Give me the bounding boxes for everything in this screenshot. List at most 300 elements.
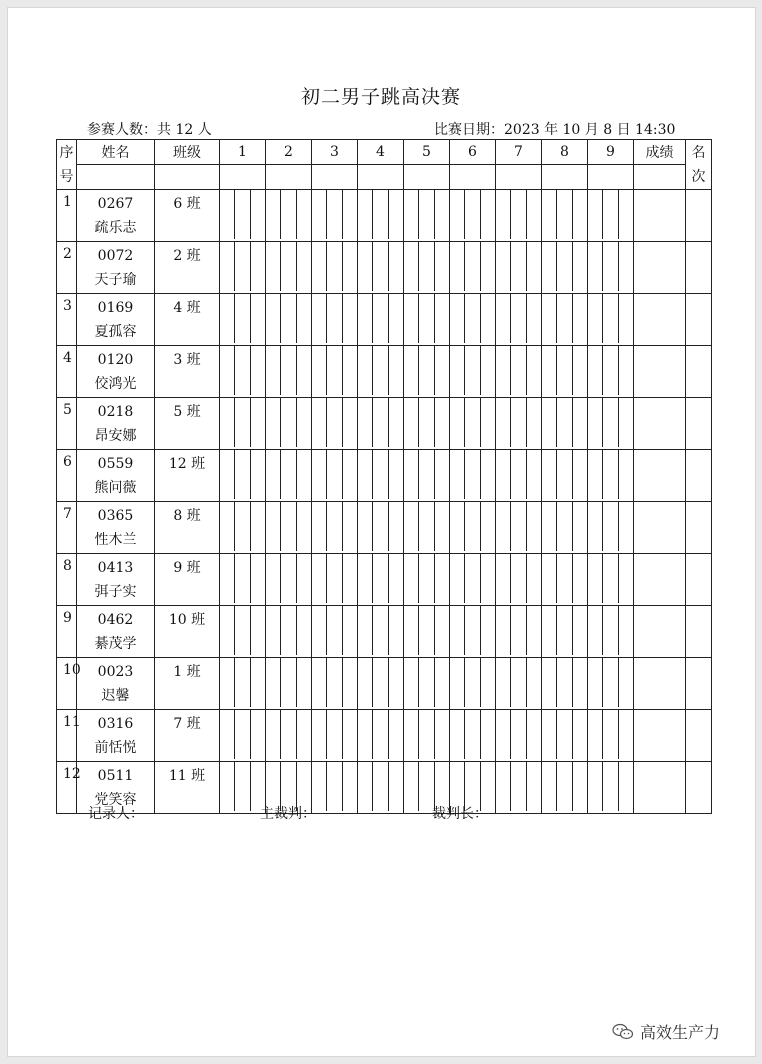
attempt-cell bbox=[588, 658, 634, 710]
trial-box bbox=[404, 398, 419, 447]
trial-box bbox=[450, 242, 465, 291]
trial-box bbox=[496, 450, 511, 499]
trial-box bbox=[389, 398, 403, 447]
header-sub-attempt-3 bbox=[312, 165, 358, 190]
trial-box bbox=[358, 242, 373, 291]
attempt-cell bbox=[266, 242, 312, 294]
score-cell bbox=[634, 658, 686, 710]
row-class bbox=[155, 762, 220, 814]
trial-box bbox=[527, 398, 541, 447]
attempt-cell bbox=[542, 658, 588, 710]
attempt-trials bbox=[542, 346, 587, 395]
attempt-cell bbox=[496, 502, 542, 554]
attempt-trials bbox=[404, 658, 449, 707]
trial-box bbox=[527, 346, 541, 395]
attempt-trials bbox=[496, 606, 541, 655]
row-class bbox=[155, 190, 220, 242]
trial-box bbox=[266, 658, 281, 707]
trial-box bbox=[603, 398, 618, 447]
attempt-cell bbox=[220, 554, 266, 606]
attempt-cell bbox=[450, 658, 496, 710]
trial-box bbox=[281, 294, 296, 343]
row-class bbox=[155, 398, 220, 450]
trial-box bbox=[358, 294, 373, 343]
trial-box bbox=[343, 762, 357, 811]
attempt-cell bbox=[450, 242, 496, 294]
trial-box bbox=[419, 606, 434, 655]
row-name bbox=[77, 710, 155, 762]
trial-box bbox=[573, 606, 587, 655]
attempt-cell bbox=[220, 606, 266, 658]
score-cell bbox=[634, 762, 686, 814]
attempt-cell bbox=[358, 346, 404, 398]
wechat-chat-bubble-icon bbox=[612, 1023, 634, 1041]
match-date: 比赛日期：2023 年 10 月 8 日 14:30 bbox=[434, 122, 676, 138]
trial-box bbox=[343, 658, 357, 707]
trial-box bbox=[373, 190, 388, 239]
row-class bbox=[155, 554, 220, 606]
trial-box bbox=[404, 346, 419, 395]
trial-box bbox=[389, 294, 403, 343]
trial-box bbox=[450, 190, 465, 239]
trial-box bbox=[419, 294, 434, 343]
rank-cell bbox=[686, 710, 712, 762]
rank-cell bbox=[686, 502, 712, 554]
trial-box bbox=[312, 658, 327, 707]
attempt-trials bbox=[266, 294, 311, 343]
trial-box bbox=[542, 294, 557, 343]
athlete-name: 前恬悦 bbox=[94, 740, 137, 756]
trial-box bbox=[588, 502, 603, 551]
attempt-trials bbox=[450, 502, 495, 551]
trial-box bbox=[465, 450, 480, 499]
rank-cell bbox=[686, 242, 712, 294]
trial-box bbox=[297, 658, 311, 707]
trial-box bbox=[481, 346, 495, 395]
attempt-cell bbox=[404, 450, 450, 502]
table-row bbox=[57, 346, 712, 398]
trial-box bbox=[573, 658, 587, 707]
attempt-cell bbox=[404, 554, 450, 606]
trial-box bbox=[220, 450, 235, 499]
trial-box bbox=[619, 606, 633, 655]
attempt-trials bbox=[496, 450, 541, 499]
trial-box bbox=[527, 450, 541, 499]
trial-box bbox=[573, 190, 587, 239]
trial-box bbox=[481, 398, 495, 447]
trial-box bbox=[588, 762, 603, 811]
header-sub-class bbox=[155, 165, 220, 190]
trial-box bbox=[511, 554, 526, 603]
trial-box bbox=[235, 190, 250, 239]
attempt-trials bbox=[312, 398, 357, 447]
trial-box bbox=[603, 294, 618, 343]
attempt-trials bbox=[266, 346, 311, 395]
row-seq bbox=[57, 554, 77, 606]
trial-box bbox=[373, 554, 388, 603]
rank-cell bbox=[686, 398, 712, 450]
attempt-cell bbox=[588, 762, 634, 814]
trial-box bbox=[557, 346, 572, 395]
attempt-trials bbox=[312, 450, 357, 499]
attempt-trials bbox=[404, 502, 449, 551]
rank-cell bbox=[686, 762, 712, 814]
trial-box bbox=[603, 502, 618, 551]
trial-box bbox=[542, 502, 557, 551]
trial-box bbox=[603, 450, 618, 499]
attempt-trials bbox=[588, 658, 633, 707]
athlete-class: 3 班 bbox=[173, 352, 201, 368]
trial-box bbox=[281, 346, 296, 395]
attempt-trials bbox=[588, 346, 633, 395]
attempt-cell bbox=[358, 710, 404, 762]
trial-box bbox=[266, 190, 281, 239]
attempt-trials bbox=[404, 554, 449, 603]
trial-box bbox=[588, 554, 603, 603]
trial-box bbox=[573, 450, 587, 499]
trial-box bbox=[404, 762, 419, 811]
trial-box bbox=[465, 710, 480, 759]
attempt-trials bbox=[404, 294, 449, 343]
trial-box bbox=[496, 190, 511, 239]
trial-box bbox=[419, 242, 434, 291]
trial-box bbox=[450, 502, 465, 551]
rank-cell bbox=[686, 554, 712, 606]
trial-box bbox=[358, 502, 373, 551]
trial-box bbox=[588, 242, 603, 291]
trial-box bbox=[358, 346, 373, 395]
athlete-class: 12 班 bbox=[168, 456, 206, 472]
trial-box bbox=[435, 658, 449, 707]
athlete-name: 党笑容 bbox=[94, 792, 137, 808]
trial-box bbox=[327, 346, 342, 395]
score-cell bbox=[634, 502, 686, 554]
trial-box bbox=[435, 450, 449, 499]
trial-box bbox=[312, 294, 327, 343]
trial-box bbox=[389, 450, 403, 499]
trial-box bbox=[527, 762, 541, 811]
trial-box bbox=[389, 190, 403, 239]
row-seq bbox=[57, 710, 81, 762]
chief-judge-label: 主裁判： bbox=[260, 806, 316, 822]
trial-box bbox=[327, 242, 342, 291]
attempt-cell bbox=[542, 762, 588, 814]
athlete-id: 0169 bbox=[97, 300, 134, 316]
attempt-cell bbox=[220, 450, 266, 502]
trial-box bbox=[373, 398, 388, 447]
athlete-class: 5 班 bbox=[173, 404, 201, 420]
trial-box bbox=[511, 658, 526, 707]
row-seq-value: 12 bbox=[63, 766, 81, 782]
attempt-cell bbox=[220, 398, 266, 450]
attempt-trials bbox=[220, 190, 265, 239]
score-cell bbox=[634, 450, 686, 502]
trial-box bbox=[235, 294, 250, 343]
attempt-cell bbox=[404, 658, 450, 710]
trial-box bbox=[220, 294, 235, 343]
header-attempt-8: 8 bbox=[542, 140, 588, 165]
attempt-trials bbox=[588, 294, 633, 343]
attempt-cell bbox=[312, 554, 358, 606]
attempt-trials bbox=[220, 710, 265, 759]
attempt-trials bbox=[404, 190, 449, 239]
trial-box bbox=[281, 502, 296, 551]
athlete-class: 1 班 bbox=[173, 664, 201, 680]
trial-box bbox=[557, 242, 572, 291]
athlete-name: 夏孤容 bbox=[94, 324, 137, 340]
trial-box bbox=[465, 658, 480, 707]
attempt-trials bbox=[450, 658, 495, 707]
attempt-trials bbox=[312, 658, 357, 707]
attempt-cell bbox=[588, 606, 634, 658]
attempt-trials bbox=[496, 762, 541, 811]
attempt-trials bbox=[450, 242, 495, 291]
row-seq-value: 2 bbox=[63, 246, 72, 262]
trial-box bbox=[220, 242, 235, 291]
trial-box bbox=[312, 502, 327, 551]
trial-box bbox=[465, 190, 480, 239]
attempt-cell bbox=[266, 606, 312, 658]
attempt-trials bbox=[450, 346, 495, 395]
attempt-trials bbox=[588, 762, 633, 811]
trial-box bbox=[465, 554, 480, 603]
trial-box bbox=[327, 554, 342, 603]
trial-box bbox=[327, 190, 342, 239]
attempt-trials bbox=[588, 502, 633, 551]
trial-box bbox=[557, 554, 572, 603]
athlete-class: 8 班 bbox=[173, 508, 201, 524]
trial-box bbox=[266, 554, 281, 603]
trial-box bbox=[266, 294, 281, 343]
trial-box bbox=[312, 398, 327, 447]
row-name bbox=[77, 450, 155, 502]
rank-cell bbox=[686, 450, 712, 502]
trial-box bbox=[511, 398, 526, 447]
athlete-name: 綦茂学 bbox=[94, 636, 137, 652]
trial-box bbox=[619, 502, 633, 551]
attempt-cell bbox=[266, 450, 312, 502]
attempt-trials bbox=[542, 294, 587, 343]
trial-box bbox=[450, 554, 465, 603]
trial-box bbox=[327, 606, 342, 655]
trial-box bbox=[619, 658, 633, 707]
header-sub-attempt-4 bbox=[358, 165, 404, 190]
trial-box bbox=[527, 658, 541, 707]
rank-cell bbox=[686, 346, 712, 398]
trial-box bbox=[573, 242, 587, 291]
attempt-cell bbox=[312, 710, 358, 762]
trial-box bbox=[619, 346, 633, 395]
row-seq bbox=[57, 398, 77, 450]
trial-box bbox=[496, 294, 511, 343]
trial-box bbox=[297, 502, 311, 551]
header-sub-attempt-8 bbox=[542, 165, 588, 190]
athlete-class: 4 班 bbox=[173, 300, 201, 316]
attempt-cell bbox=[450, 502, 496, 554]
trial-box bbox=[404, 242, 419, 291]
trial-box bbox=[251, 606, 265, 655]
trial-box bbox=[527, 606, 541, 655]
row-seq bbox=[57, 606, 77, 658]
trial-box bbox=[542, 762, 557, 811]
attempt-trials bbox=[266, 658, 311, 707]
trial-box bbox=[573, 346, 587, 395]
trial-box bbox=[251, 502, 265, 551]
row-name bbox=[77, 242, 155, 294]
header-attempt-5: 5 bbox=[404, 140, 450, 165]
header-name: 姓名 bbox=[77, 140, 155, 165]
attempt-cell bbox=[542, 554, 588, 606]
athlete-id: 0511 bbox=[97, 768, 134, 784]
trial-box bbox=[481, 502, 495, 551]
attempt-trials bbox=[266, 190, 311, 239]
attempt-trials bbox=[220, 502, 265, 551]
trial-box bbox=[481, 242, 495, 291]
trial-box bbox=[557, 190, 572, 239]
trial-box bbox=[266, 242, 281, 291]
trial-box bbox=[220, 762, 235, 811]
attempt-trials bbox=[312, 346, 357, 395]
trial-box bbox=[281, 450, 296, 499]
trial-box bbox=[557, 658, 572, 707]
athlete-class: 7 班 bbox=[173, 716, 201, 732]
trial-box bbox=[542, 606, 557, 655]
trial-box bbox=[220, 554, 235, 603]
trial-box bbox=[235, 398, 250, 447]
attempt-trials bbox=[496, 242, 541, 291]
trial-box bbox=[327, 450, 342, 499]
attempt-trials bbox=[312, 294, 357, 343]
trial-box bbox=[251, 658, 265, 707]
score-cell bbox=[634, 294, 686, 346]
attempt-trials bbox=[404, 710, 449, 759]
row-class bbox=[155, 450, 220, 502]
row-name bbox=[77, 658, 155, 710]
attempt-cell bbox=[312, 190, 358, 242]
row-class bbox=[155, 658, 220, 710]
trial-box bbox=[481, 450, 495, 499]
trial-box bbox=[450, 710, 465, 759]
attempt-trials bbox=[542, 554, 587, 603]
trial-box bbox=[281, 606, 296, 655]
table-row bbox=[57, 450, 712, 502]
trial-box bbox=[419, 554, 434, 603]
attempt-cell bbox=[496, 294, 542, 346]
trial-box bbox=[327, 762, 342, 811]
trial-box bbox=[235, 242, 250, 291]
trial-box bbox=[373, 346, 388, 395]
trial-box bbox=[573, 398, 587, 447]
trial-box bbox=[235, 450, 250, 499]
trial-box bbox=[542, 450, 557, 499]
trial-box bbox=[496, 242, 511, 291]
attempt-cell bbox=[266, 502, 312, 554]
trial-box bbox=[527, 710, 541, 759]
attempt-trials bbox=[220, 658, 265, 707]
trial-box bbox=[588, 346, 603, 395]
trial-box bbox=[220, 346, 235, 395]
attempt-trials bbox=[312, 242, 357, 291]
trial-box bbox=[450, 294, 465, 343]
trial-box bbox=[419, 346, 434, 395]
trial-box bbox=[343, 398, 357, 447]
athlete-class: 6 班 bbox=[173, 196, 201, 212]
attempt-cell bbox=[496, 190, 542, 242]
trial-box bbox=[235, 658, 250, 707]
trial-box bbox=[496, 554, 511, 603]
trial-box bbox=[404, 502, 419, 551]
attempt-trials bbox=[450, 606, 495, 655]
attempt-cell bbox=[220, 658, 266, 710]
trial-box bbox=[404, 450, 419, 499]
athlete-id: 0413 bbox=[97, 560, 134, 576]
trial-box bbox=[297, 398, 311, 447]
trial-box bbox=[496, 346, 511, 395]
trial-box bbox=[603, 710, 618, 759]
attempt-trials bbox=[358, 554, 403, 603]
attempt-cell bbox=[358, 554, 404, 606]
trial-box bbox=[389, 658, 403, 707]
attempt-trials bbox=[588, 554, 633, 603]
row-class bbox=[155, 242, 220, 294]
trial-box bbox=[251, 450, 265, 499]
row-seq-value: 1 bbox=[63, 194, 72, 210]
attempt-cell bbox=[450, 398, 496, 450]
row-class bbox=[155, 606, 220, 658]
trial-box bbox=[358, 398, 373, 447]
trial-box bbox=[266, 710, 281, 759]
trial-box bbox=[343, 346, 357, 395]
trial-box bbox=[251, 346, 265, 395]
trial-box bbox=[481, 658, 495, 707]
trial-box bbox=[557, 450, 572, 499]
athlete-id: 0218 bbox=[97, 404, 134, 420]
results-sheet-table bbox=[56, 139, 712, 814]
attempt-cell bbox=[450, 190, 496, 242]
attempt-cell bbox=[542, 294, 588, 346]
header-attempt-1: 1 bbox=[220, 140, 266, 165]
attempt-cell bbox=[496, 450, 542, 502]
athlete-name: 熊问薇 bbox=[94, 480, 137, 496]
attempt-cell bbox=[588, 450, 634, 502]
trial-box bbox=[373, 710, 388, 759]
athlete-name: 昂安娜 bbox=[94, 428, 137, 444]
trial-box bbox=[419, 398, 434, 447]
attempt-cell bbox=[496, 710, 542, 762]
trial-box bbox=[358, 606, 373, 655]
attempt-trials bbox=[450, 294, 495, 343]
attempt-cell bbox=[266, 190, 312, 242]
attempt-trials bbox=[542, 606, 587, 655]
row-seq-value: 11 bbox=[63, 714, 81, 730]
trial-box bbox=[450, 450, 465, 499]
row-seq-value: 10 bbox=[63, 662, 81, 678]
trial-box bbox=[588, 658, 603, 707]
attempt-cell bbox=[220, 762, 266, 814]
attempt-trials bbox=[450, 710, 495, 759]
athlete-id: 0462 bbox=[97, 612, 134, 628]
trial-box bbox=[481, 294, 495, 343]
trial-box bbox=[511, 346, 526, 395]
trial-box bbox=[220, 606, 235, 655]
attempt-cell bbox=[312, 502, 358, 554]
athlete-id: 0316 bbox=[97, 716, 134, 732]
attempt-cell bbox=[358, 606, 404, 658]
header-sub-attempt-7 bbox=[496, 165, 542, 190]
attempt-cell bbox=[220, 710, 266, 762]
attempt-trials bbox=[312, 502, 357, 551]
header-sub-attempt-9 bbox=[588, 165, 634, 190]
